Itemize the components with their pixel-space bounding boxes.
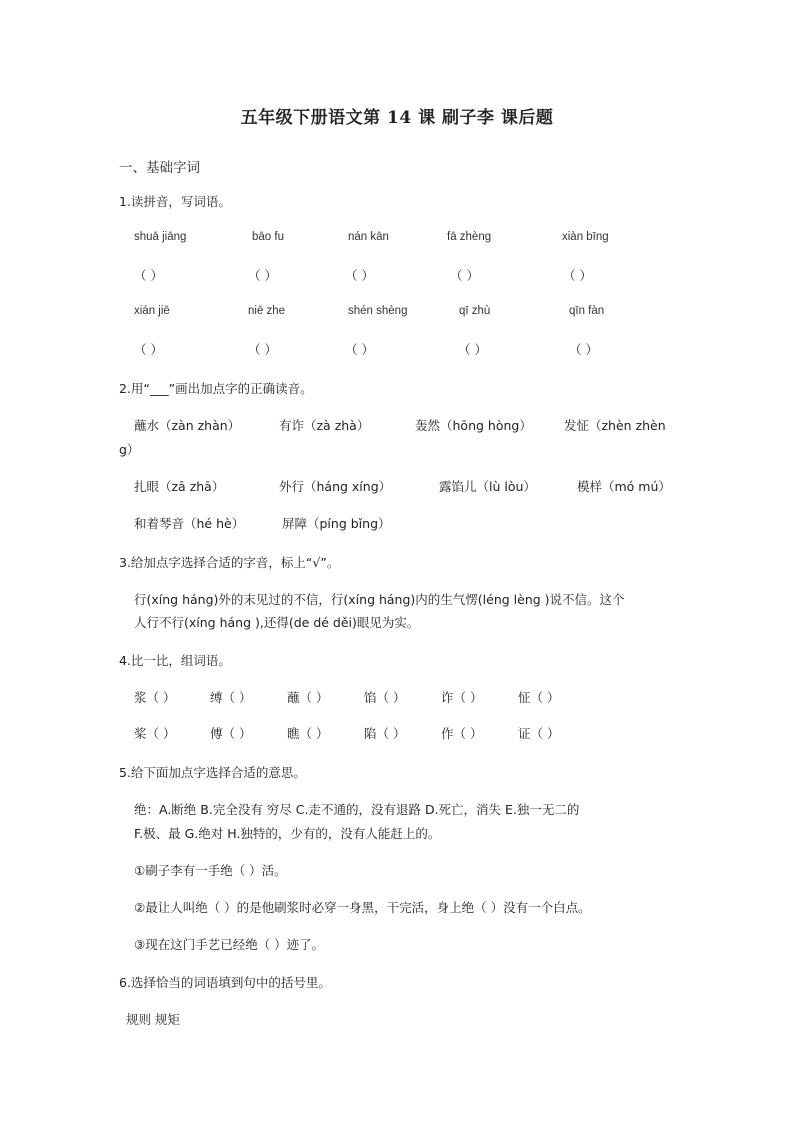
word-choices: 规则 规矩 <box>126 1012 180 1027</box>
sentence-item[interactable]: ②最让人叫绝（ ）的是他刷浆时必穿一身黑，干完活，身上绝（ ）没有一个白点。 <box>134 900 591 915</box>
reading-option[interactable]: 有诈（zà zhà） <box>279 418 370 433</box>
pinyin-item: xiàn bīng <box>562 231 609 243</box>
word-compare-item[interactable]: 蘸（ ） <box>287 690 329 705</box>
question-5-label: 5.给下面加点字选择合适的意思。 <box>119 765 306 780</box>
section-heading: 一、基础字词 <box>119 160 200 176</box>
answer-bracket[interactable]: （ ） <box>248 268 277 283</box>
answer-bracket[interactable]: （ ） <box>458 342 487 357</box>
word-compare-item[interactable]: 浆（ ） <box>134 690 176 705</box>
reading-option[interactable]: 露馅儿（lù lòu） <box>439 479 536 494</box>
pinyin-item: qīn fàn <box>569 305 605 317</box>
word-compare-item[interactable]: 证（ ） <box>518 726 560 741</box>
answer-bracket[interactable]: （ ） <box>569 342 598 357</box>
page-title: 五年级下册语文第 14 课 刷子李 课后题 <box>240 108 554 128</box>
word-compare-item[interactable]: 桨（ ） <box>134 726 176 741</box>
paragraph-line: 人行不行(xíng háng ),还得(de dé děi)眼见为实。 <box>134 615 420 630</box>
answer-bracket[interactable]: （ ） <box>345 342 374 357</box>
question-2-label: 2.用“___”画出加点字的正确读音。 <box>119 381 313 396</box>
reading-option[interactable]: 扎眼（zā zhā） <box>134 479 225 494</box>
word-compare-item[interactable]: 缚（ ） <box>210 690 252 705</box>
reading-option[interactable]: 模样（mó mú） <box>577 479 671 494</box>
word-compare-item[interactable]: 陷（ ） <box>364 726 406 741</box>
pinyin-item: bāo fu <box>252 231 284 243</box>
pinyin-item: xián jiē <box>134 305 170 317</box>
word-compare-item[interactable]: 瞧（ ） <box>287 726 329 741</box>
reading-option[interactable]: 蘸水（zàn zhàn） <box>134 418 241 433</box>
reading-option[interactable]: 外行（háng xíng） <box>279 479 392 494</box>
reading-option[interactable]: 和着琴音（hé hè） <box>134 516 245 531</box>
word-compare-item[interactable]: 诈（ ） <box>441 690 483 705</box>
answer-bracket[interactable]: （ ） <box>450 268 479 283</box>
answer-bracket[interactable]: （ ） <box>134 342 163 357</box>
definition-line: 绝：A.断绝 B.完全没有 穷尽 C.走不通的，没有退路 D.死亡，消失 E.独一无二的 <box>134 802 580 817</box>
word-compare-item[interactable]: 怔（ ） <box>518 690 560 705</box>
reading-option[interactable]: 轰然（hōng hòng） <box>415 418 532 433</box>
word-compare-item[interactable]: 馅（ ） <box>364 690 406 705</box>
word-compare-item[interactable]: 作（ ） <box>441 726 483 741</box>
word-compare-item[interactable]: 傅（ ） <box>210 726 252 741</box>
pinyin-item: shuā jiāng <box>134 231 187 243</box>
answer-bracket[interactable]: （ ） <box>248 342 277 357</box>
question-3-label: 3.给加点字选择合适的字音，标上“√”。 <box>119 555 340 570</box>
pinyin-item: qī zhù <box>459 305 491 317</box>
pinyin-item: nán kān <box>348 231 389 243</box>
pinyin-item: shén shèng <box>348 305 408 317</box>
question-6-label: 6.选择恰当的词语填到句中的括号里。 <box>119 975 331 990</box>
paragraph-line: 行(xíng háng)外的末见过的不信，行(xíng háng)内的生气愣(léng lèng )说不信。这个 <box>134 592 625 607</box>
definition-line: F.极、最 G.绝对 H.独特的，少有的，没有人能赶上的。 <box>134 826 441 841</box>
pinyin-item: fā zhèng <box>447 231 492 243</box>
reading-option[interactable]: 屏障（píng bǐng） <box>282 516 391 531</box>
reading-option-wrap: g） <box>119 442 140 457</box>
pinyin-item: niē zhe <box>248 305 286 317</box>
sentence-item[interactable]: ①刷子李有一手绝（ ）活。 <box>134 863 287 878</box>
question-1-label: 1.读拼音，写词语。 <box>119 194 231 209</box>
answer-bracket[interactable]: （ ） <box>134 268 163 283</box>
answer-bracket[interactable]: （ ） <box>563 268 592 283</box>
question-4-label: 4.比一比，组词语。 <box>119 653 231 668</box>
reading-option[interactable]: 发怔（zhèn zhèn <box>564 418 666 433</box>
sentence-item[interactable]: ③现在这门手艺已经绝（ ）迹了。 <box>134 937 325 952</box>
answer-bracket[interactable]: （ ） <box>345 268 374 283</box>
